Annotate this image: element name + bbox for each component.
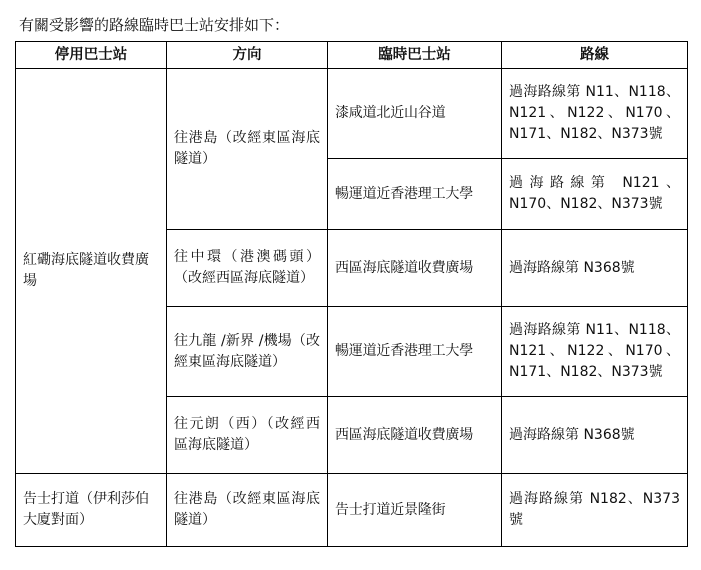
table-row: [16, 69, 688, 159]
temporary-stop-cell: 告士打道近景隆街: [328, 474, 502, 547]
routes-cell: 過海路線第 N368號: [502, 230, 688, 307]
header-routes: 路線: [502, 42, 688, 69]
suspended-stop-cell: 紅磡海底隧道收費廣場: [16, 69, 167, 474]
routes-cell: 過海路線第 N11、N118、N121、N122、N170、N171、N182、N373號: [502, 69, 688, 159]
bus-stop-arrangement-table: [15, 41, 688, 547]
suspended-stop-cell: 告士打道（伊利莎伯大廈對面）: [16, 474, 167, 547]
temporary-stop-cell: 暢運道近香港理工大學: [328, 307, 502, 397]
routes-cell: 過海路線第 N11、N118、N121、N122、N170、N171、N182、N373號: [502, 307, 688, 397]
header-direction: 方向: [167, 42, 328, 69]
routes-cell: 過海路線第 N368號: [502, 397, 688, 474]
temporary-stop-cell: 漆咸道北近山谷道: [328, 69, 502, 159]
temporary-stop-cell: 西區海底隧道收費廣場: [328, 230, 502, 307]
routes-cell: 過海路線第 N182、N373號: [502, 474, 688, 547]
header-temporary-stop: 臨時巴士站: [328, 42, 502, 69]
direction-cell: 往九龍 /新界 /機場（改經東區海底隧道）: [167, 307, 328, 397]
temporary-stop-cell: 暢運道近香港理工大學: [328, 159, 502, 230]
direction-cell: 往元朗（西）（改經西區海底隧道）: [167, 397, 328, 474]
header-suspended-stop: 停用巴士站: [16, 42, 167, 69]
temporary-stop-cell: 西區海底隧道收費廣場: [328, 397, 502, 474]
direction-cell: 往港島（改經東區海底隧道）: [167, 69, 328, 230]
table-row: [16, 474, 688, 547]
table-header-row: [16, 42, 688, 69]
direction-cell: 往中環（港澳碼頭）（改經西區海底隧道）: [167, 230, 328, 307]
routes-cell: 過海路線第 N121、N170、N182、N373號: [502, 159, 688, 230]
intro-text: 有關受影響的路線臨時巴士站安排如下：: [19, 16, 290, 34]
direction-cell: 往港島（改經東區海底隧道）: [167, 474, 328, 547]
